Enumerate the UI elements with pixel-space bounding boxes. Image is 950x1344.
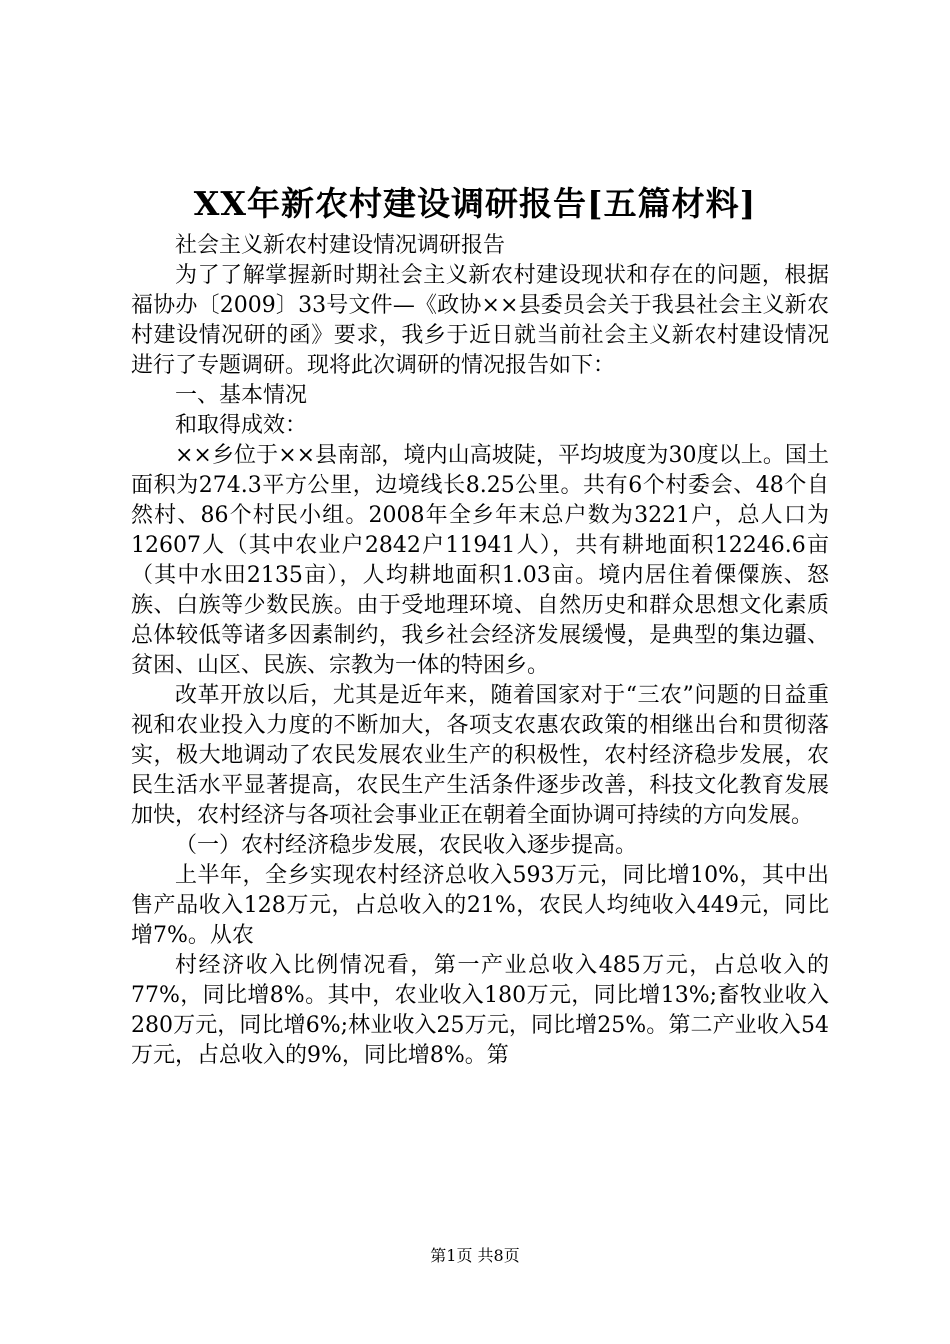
subsection-heading-economy: （一）农村经济稳步发展，农民收入逐步提高。: [175, 833, 638, 858]
section-heading-continued: 和取得成效：: [175, 413, 308, 438]
paragraph-income: 上半年，全乡实现农村经济总收入593万元，同比增10%，其中出售产品收入128万元，占总收入的21%，农民人均纯收入449元，同比增7%。从农: [131, 863, 829, 948]
paragraph-income-breakdown: 村经济收入比例情况看，第一产业总收入485万元，占总收入的77%，同比增8%。其中，农业收入180万元，同比增13%;畜牧业收入280万元，同比增6%;林业收入25万元，同比增25%。第二产业收入54万元，占总收入的9%，同比增8%。第: [131, 953, 829, 1068]
paragraph-intro: 为了了解掌握新时期社会主义新农村建设现状和存在的问题，根据福协办〔2009〕33号文件—《政协××县委员会关于我县社会主义新农村建设情况研的函》要求，我乡于近日就当前社会主义新农村建设情况进行了专题调研。现将此次调研的情况报告如下：: [131, 263, 829, 378]
document-body: [131, 231, 829, 1071]
paragraph-reform: 改革开放以后，尤其是近年来，随着国家对于“三农”问题的日益重视和农业投入力度的不断加大，各项支农惠农政策的相继出台和贯彻落实，极大地调动了农民发展农业生产的积极性，农村经济稳步发展，农民生活水平显著提高，农民生产生活条件逐步改善，科技文化教育发展加快，农村经济与各项社会事业正在朝着全面协调可持续的方向发展。: [131, 683, 829, 828]
section-heading-basic: 一、基本情况: [175, 383, 308, 408]
paragraph-overview: ××乡位于××县南部，境内山高坡陡，平均坡度为30度以上。国土面积为274.3平方公里，边境线长8.25公里。共有6个村委会、48个自然村、86个村民小组。2008年全乡年末总户数为3221户，总人口为12607人（其中农业户2842户11941人），共有耕地面积12246.6亩（其中水田2135亩），人均耕地面积1.03亩。境内居住着傈僳族、怒族、白族等少数民族。由于受地理环境、自然历史和群众思想文化素质总体较低等诸多因素制约，我乡社会经济发展缓慢，是典型的集边疆、贫困、山区、民族、宗教为一体的特困乡。: [131, 443, 829, 678]
document-title: XX年新农村建设调研报告[五篇材料]: [193, 184, 757, 223]
paragraph-subtitle: 社会主义新农村建设情况调研报告: [175, 233, 506, 258]
page-number: 第1页 共8页: [430, 1246, 520, 1265]
